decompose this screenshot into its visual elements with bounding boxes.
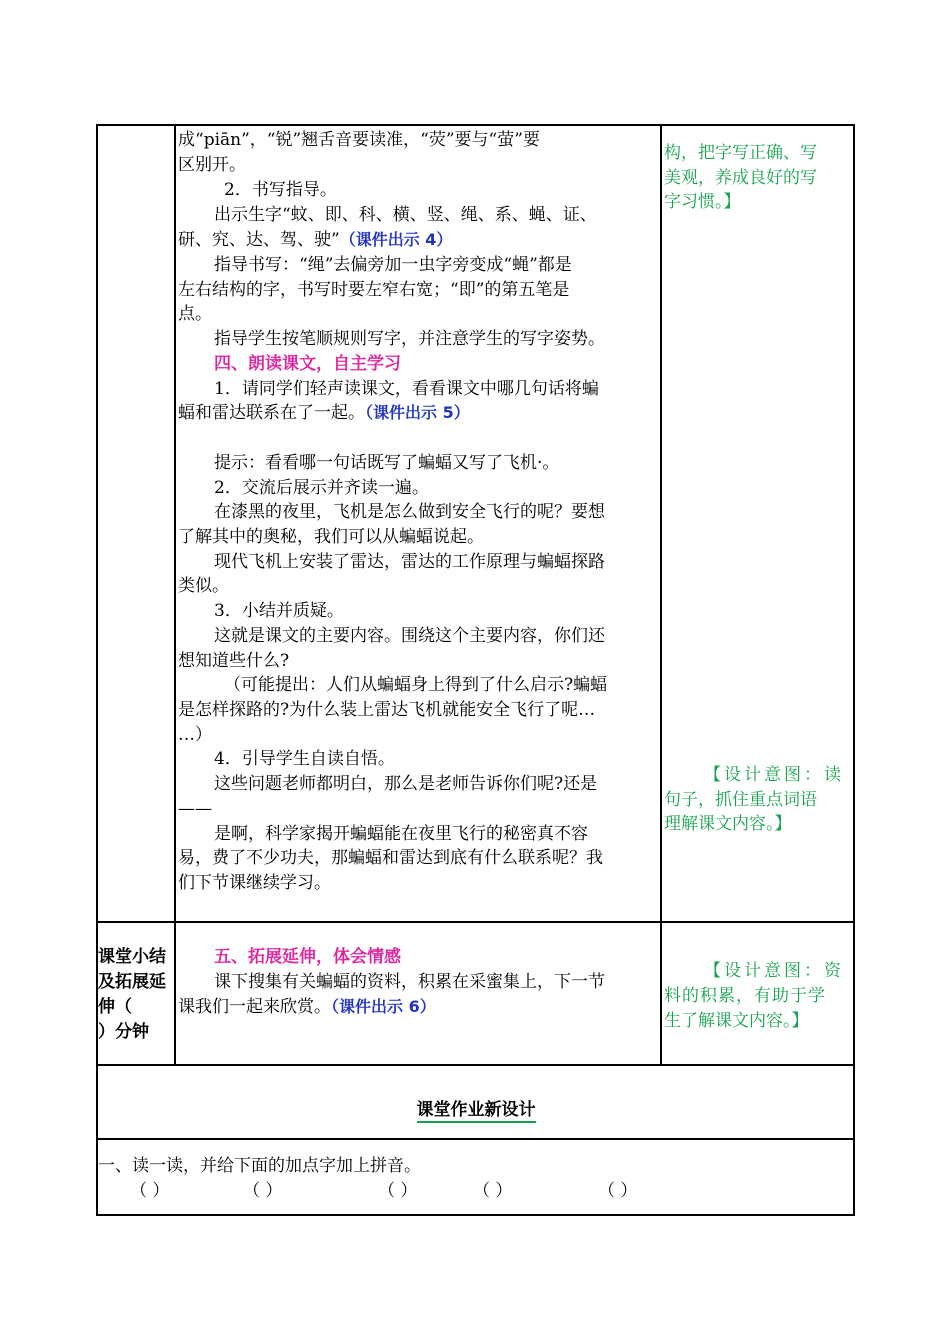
lesson-line: 提示：看看哪一句话既写了蝙蝠又写了飞机·。 [214,453,560,473]
lesson-line: 指导学生按笔顺规则写字，并注意学生的写字姿势。 [214,329,605,349]
summary-line [178,995,436,1019]
section-heading-5: 五、拓展延伸，体会情感 [214,947,401,967]
design-note-line: 字习惯。】 [664,192,741,212]
lesson-line: —— [178,799,212,819]
lesson-line: 3．小结并质疑。 [214,601,344,621]
design-note-line: 美观，养成良好的写 [664,168,817,188]
courseware-cue-5: （课件出示 5） [365,403,470,422]
lesson-line [178,228,452,252]
design-note-line: 料的积累，有助于学 [664,986,826,1006]
lesson-text: 研、究、达、驾、驶” [178,230,340,250]
lesson-line [178,401,470,425]
design-note-line: 构，把字写正确、写 [664,143,817,163]
lesson-line: 点。 [178,304,212,324]
pinyin-blank: （ ） [473,1181,513,1201]
lesson-line: 成“piān”，“锐”翘舌音要读准，“荧”要与“萤”要 [178,130,540,150]
lesson-text: 蝠和雷达联系在了一起。 [178,403,365,423]
row-label-line: 及拓展延 [98,972,166,992]
lesson-line: 们下节课继续学习。 [178,873,331,893]
table-border-bottom [96,1214,855,1216]
lesson-line: 现代飞机上安装了雷达，雷达的工作原理与蝙蝠探路 [214,552,605,572]
lesson-line: 这些问题老师都明白，那么是老师告诉你们呢?还是 [214,774,598,794]
row-divider-3 [96,1138,855,1140]
row-divider-2 [96,1064,855,1066]
lesson-line: 是啊，科学家揭开蝙蝠能在夜里飞行的秘密真不容 [214,824,588,844]
row-label-line: ）分钟 [98,1022,149,1042]
lesson-line: 了解其中的奥秘，我们可以从蝙蝠说起。 [178,527,484,547]
lesson-line: 在漆黑的夜里，飞机是怎么做到安全飞行的呢？要想 [214,502,605,522]
design-note-line: 句子，抓住重点词语 [664,790,817,810]
courseware-cue-6: （课件出示 6） [331,997,436,1016]
column-divider-1 [174,124,176,1066]
summary-line: 课下搜集有关蝙蝠的资料，积累在采蜜集上，下一节 [214,972,605,992]
section-heading-4: 四、朗读课文，自主学习 [214,354,401,374]
lesson-line: 易，费了不少功夫，那蝙蝠和雷达到底有什么联系呢？我 [178,848,603,868]
lesson-line: 出示生字“蚊、即、科、横、竖、绳、系、蝇、证、 [214,205,597,225]
design-note-line: 生了解课文内容。】 [664,1011,809,1031]
summary-text: 课我们一起来欣赏。 [178,997,331,1017]
pinyin-blank: （ ） [598,1181,638,1201]
pinyin-blank: （ ） [130,1181,170,1201]
lesson-line: 2．交流后展示并齐读一遍。 [214,478,429,498]
lesson-line: 1．请同学们轻声读课文，看看课文中哪几句话将蝙 [214,379,599,399]
lesson-line: 类似。 [178,576,229,596]
row-label-line: 课堂小结 [98,947,166,967]
courseware-cue-4: （课件出示 4） [339,230,453,249]
table-border-top [96,124,855,126]
lesson-line: 是怎样探路的?为什么装上雷达飞机就能安全飞行了呢… [178,700,596,720]
lesson-line: （可能提出：人们从蝙蝠身上得到了什么启示?蝙蝠 [224,675,608,695]
lesson-line: 4．引导学生自读自悟。 [214,749,395,769]
lesson-line: 想知道些什么? [178,651,290,671]
table-border-left [96,124,98,1216]
row-label-line: 伸（ [98,997,132,1017]
table-border-right [853,124,855,1216]
lesson-line: 指导书写：“绳”去偏旁加一虫字旁变成“蝇”都是 [214,255,572,275]
design-note-line: 理解课文内容。】 [664,814,792,834]
column-divider-2 [660,124,662,1066]
design-note-line: 【设计意图：读 [704,765,844,785]
lesson-line: …） [178,725,212,745]
design-note-line: 【设计意图：资 [704,961,844,981]
homework-question: 一、读一读，并给下面的加点字加上拼音。 [98,1156,421,1176]
row-divider-1 [96,921,855,923]
pinyin-blank: （ ） [243,1181,283,1201]
lesson-line: 2．书写指导。 [224,180,337,200]
lesson-line: 左右结构的字，书写时要左窄右宽；“即”的第五笔是 [178,280,570,300]
lesson-line: 区别开。 [178,155,246,175]
lesson-line: 这就是课文的主要内容。围绕这个主要内容，你们还 [214,626,605,646]
homework-title: 课堂作业新设计 [98,1095,854,1120]
pinyin-blank: （ ） [378,1181,418,1201]
